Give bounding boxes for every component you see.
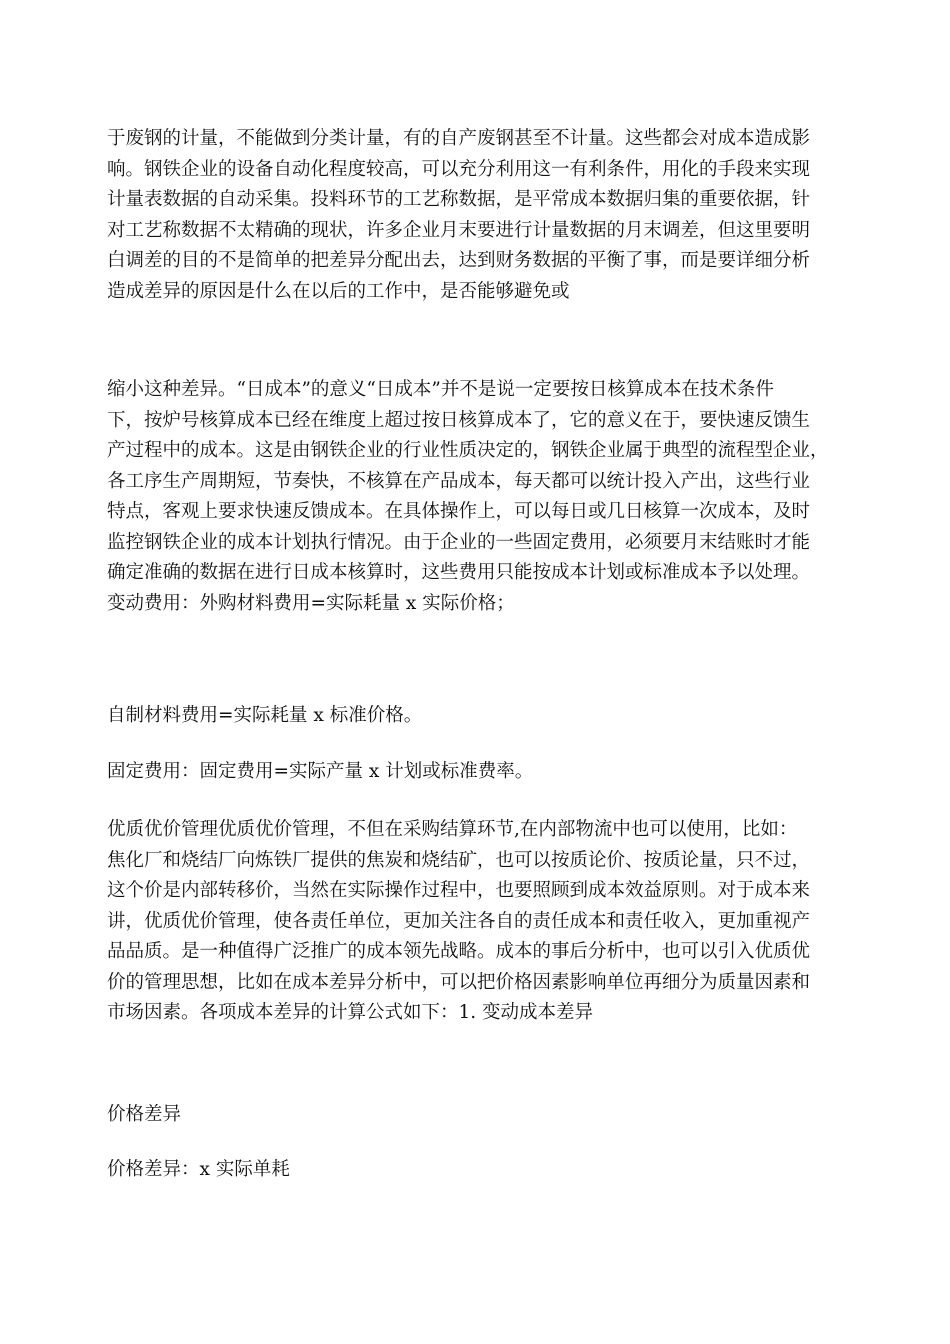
paragraph-fixed-cost-formula: 固定费用：固定费用=实际产量 x 计划或标准费率。 xyxy=(107,761,534,782)
heading-price-variance: 价格差异 xyxy=(107,1104,182,1125)
paragraph-scrap-steel-metering: 于废钢的计量，不能做到分类计量，有的自产废钢甚至不计量。这些都会对成本造成影 响。钢铁企业的设备自动化程度较高，可以充分利用这一有利条件，用化的手段来实现 计量表数据的自动采集。投料环节的工艺称数据，是平常成本数据归集的重要依据，针 对工艺称数据不太精确的现状，许多企业月末要进行计量数据的月末调差，但这里要明 白调差的目的不是简单的把差异分配出去，达到财务数据的平衡了事，而是要详细分析 造成差异的原因是什么在以后的工作中，是否能够避免或 xyxy=(107,128,811,302)
paragraph-price-variance-formula: 价格差异：x 实际单耗 xyxy=(107,1159,290,1180)
paragraph-daily-cost: 缩小这种差异。“日成本”的意义“日成本”并不是说一定要按日核算成本在技术条件 下，按炉号核算成本已经在维度上超过按日核算成本了，它的意义在于，要快速反馈生 产过程中的成本。这是由钢铁企业的行业性质决定的，钢铁企业属于典型的流程型企业， 各工序生产周期短，节奏快，不核算在产品成本，每天都可以统计投入产出，这些行业 特点，客观上要求快速反馈成本。在具体操作上，可以每日或几日核算一次成本，及时 监控钢铁企业的成本计划执行情况。由于企业的一些固定费用，必须要月末结账时才能 确定准确的数据在进行日成本核算时，这些费用只能按成本计划或标准成本予以处理。 变动费用：外购材料费用=实际耗量 x 实际价格； xyxy=(107,379,829,614)
paragraph-self-made-material-formula: 自制材料费用=实际耗量 x 标准价格。 xyxy=(107,705,423,726)
paragraph-quality-pricing: 优质优价管理优质优价管理，不但在采购结算环节,在内部物流中也可以使用，比如： 焦化厂和烧结厂向炼铁厂提供的焦炭和烧结矿，也可以按质论价、按质论量，只不过， 这个价是内部转移价，当然在实际操作过程中，也要照顾到成本效益原则。对于成本来 讲，优质优价管理，使各责任单位，更加关注各自的责任成本和责任收入，更加重视产 品品质。是一种值得广泛推广的成本领先战略。成本的事后分析中，也可以引入优质优 价的管理思想，比如在成本差异分析中，可以把价格因素影响单位再细分为质量因素和 市场因素。各项成本差异的计算公式如下：1. 变动成本差异 xyxy=(107,819,811,1023)
